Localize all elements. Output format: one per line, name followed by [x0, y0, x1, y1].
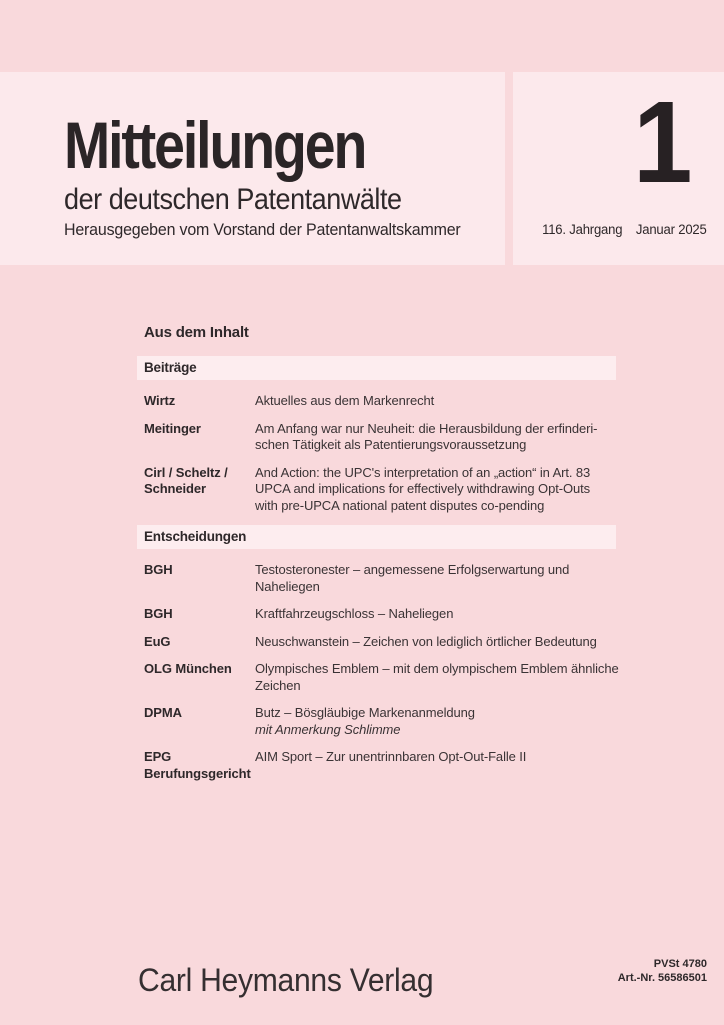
issue-volume: 116. Jahrgang	[542, 222, 623, 237]
toc-entry	[137, 393, 616, 410]
section-band: Entscheidungen	[137, 525, 616, 549]
toc-entry-label: DPMA	[144, 705, 182, 720]
toc-entry	[137, 661, 619, 694]
postal-code: PVSt 4780	[653, 958, 707, 970]
toc-entry-title: Am Anfang war nur Neuheit: die Herausbildung der erfinderi- schen Tätigkeit als Patentierungsvoraussetzung	[255, 420, 598, 452]
footer-info	[618, 958, 707, 985]
issue-meta	[542, 222, 707, 237]
toc-entry-title: And Action: the UPC's interpretation of an „action“ in Art. 83 UPCA and implications for effectively withdrawing Opt-Outs with pre-UPCA national patent disputes co-pending	[255, 464, 591, 513]
toc-entry	[137, 634, 616, 651]
toc-entry-label: BGH	[144, 606, 173, 621]
toc-entry	[137, 749, 616, 782]
toc-entry	[137, 421, 616, 454]
issue-date: Januar 2025	[636, 222, 707, 237]
toc-entry-annotation: mit Anmerkung Schlimme	[255, 721, 401, 737]
toc-entry	[137, 606, 616, 623]
toc-entry-label: Meitinger	[144, 420, 201, 436]
toc-section	[137, 525, 619, 782]
toc-entry-label: Cirl / Scheltz / Schneider	[144, 464, 228, 496]
journal-title: Mitteilungen	[64, 108, 366, 182]
toc-entry-label: OLG München	[144, 661, 232, 676]
toc-entry	[137, 705, 616, 738]
journal-publisher-line: Herausgegeben vom Vorstand der Patentanwaltskammer	[64, 220, 461, 239]
toc-entry-title: Butz – Bösgläubige Markenanmeldung mit Anmerkung Schlimme	[255, 705, 475, 737]
toc-entry	[137, 562, 616, 595]
article-number: Art.-Nr. 56586501	[617, 971, 707, 984]
toc-entry-title: Olympisches Emblem – mit dem olympischem Emblem ähnliche Zeichen	[255, 661, 619, 693]
toc-entry-title: AIM Sport – Zur unentrinnbaren Opt-Out-Falle II	[255, 749, 527, 764]
toc-entry-title: Kraftfahrzeugschloss – Naheliegen	[255, 606, 454, 621]
toc-entry-title: Testosteronester – angemessene Erfolgserwartung und Naheliegen	[255, 562, 570, 594]
toc-section	[137, 356, 616, 514]
toc-entry-label: Wirtz	[144, 393, 176, 408]
toc-entry	[137, 465, 616, 515]
table-of-contents	[137, 356, 619, 793]
publisher-name: Carl Heymanns Verlag	[138, 962, 434, 998]
section-band: Beiträge	[137, 356, 616, 380]
toc-entry-title: Aktuelles aus dem Markenrecht	[255, 393, 435, 408]
toc-entry-label: EuG	[144, 633, 171, 649]
toc-entry-title: Neuschwanstein – Zeichen von lediglich örtlicher Bedeutung	[255, 633, 597, 649]
issue-number: 1	[633, 77, 693, 207]
toc-heading: Aus dem Inhalt	[144, 324, 249, 341]
journal-subtitle: der deutschen Patentanwälte	[64, 183, 402, 216]
toc-entry-label: BGH	[144, 562, 173, 577]
toc-entry-label: EPG Berufungsgericht	[144, 749, 251, 781]
